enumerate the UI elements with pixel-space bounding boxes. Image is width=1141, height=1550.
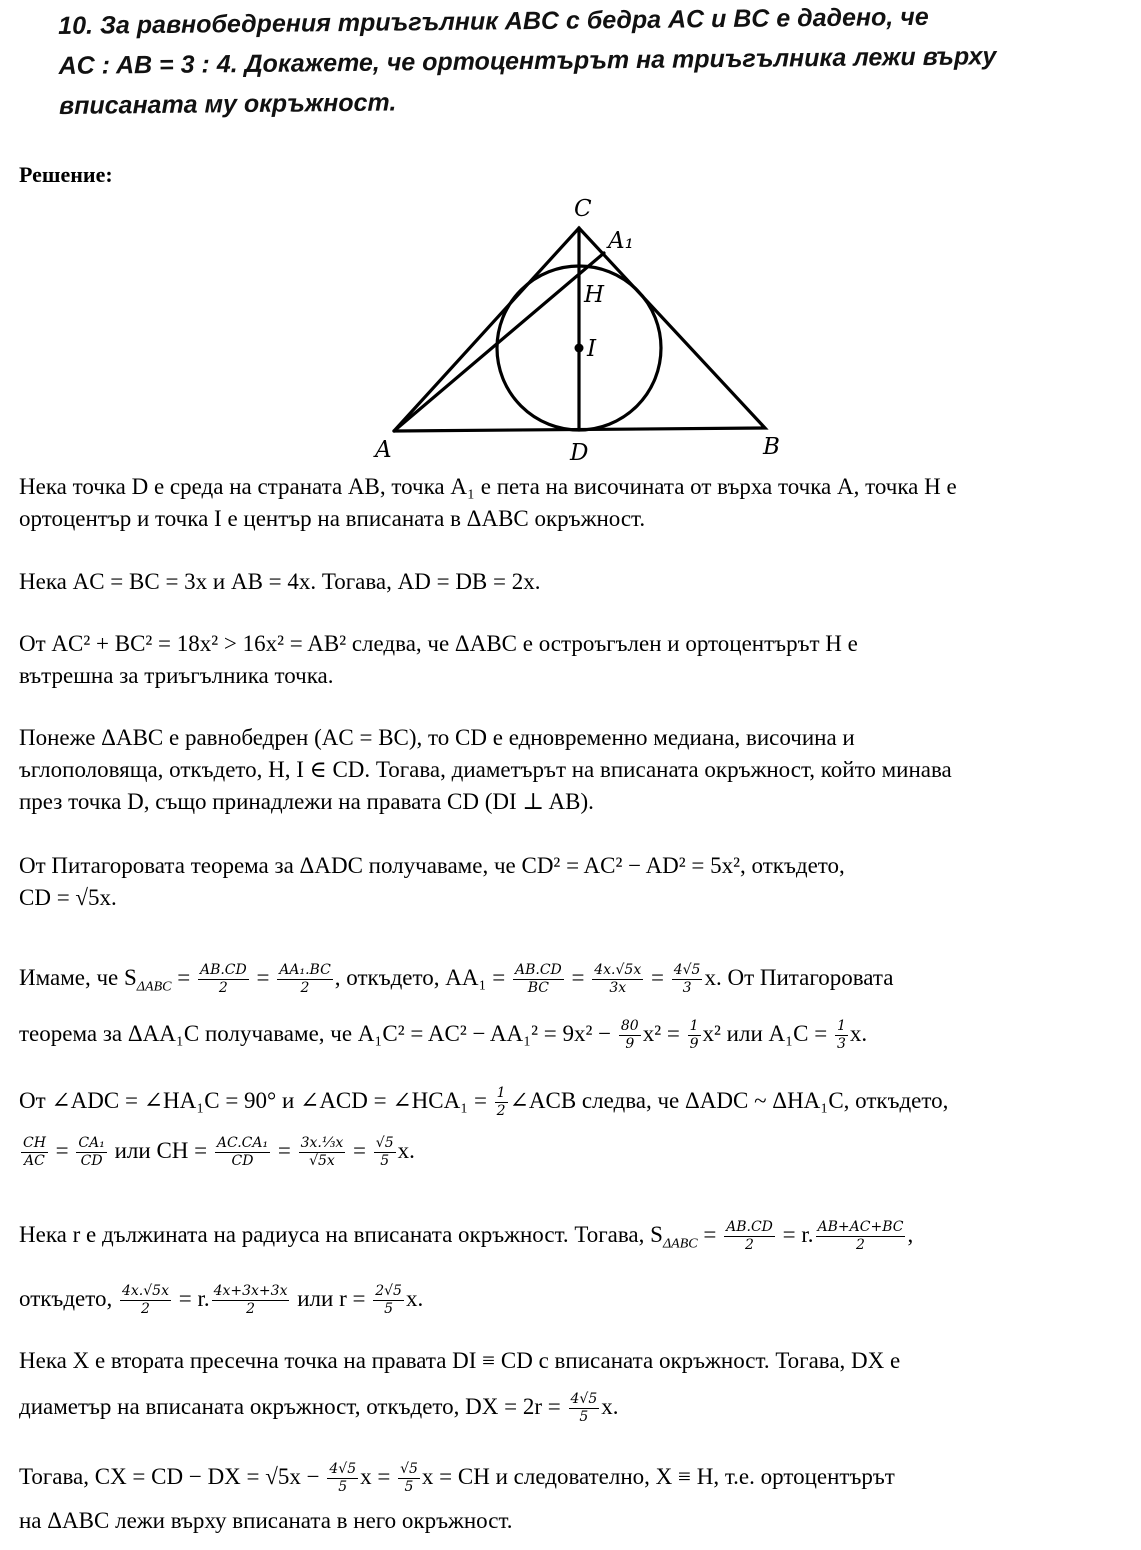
fraction: $\frac{AB.CD}{2}$ xyxy=(199,962,247,997)
text-run: x. xyxy=(405,1285,424,1311)
problem-line: 10. За равнобедрения триъгълник ABC с бедра AC и BC е дадено, че xyxy=(58,2,929,40)
text-line: От Питагоровата теорема за ΔADC получаваме, че CD² = AC² − AD² = 5x², откъдето, xyxy=(19,853,845,878)
text-run: ΔABC xyxy=(662,1236,698,1252)
fraction: $\frac{4x.√5x}{3x}$ xyxy=(594,962,642,997)
text-run: x. xyxy=(397,1138,415,1163)
text-run: ΔABC xyxy=(136,979,172,995)
text-line: От AC² + BC² = 18x² > 16x² = AB² следва, че ΔABC е остроъгълен и ортоцентърът H е xyxy=(19,631,858,656)
label-d: D xyxy=(570,440,589,466)
label-a: A xyxy=(375,437,392,463)
fraction: $\frac{4√5}{5}$ xyxy=(329,1461,357,1496)
fraction: $\frac{\text{AC.CA₁}}{CD}$ xyxy=(216,1135,269,1170)
text-run: Нека r е дължината на радиуса на вписаната окръжност. Тогава, S xyxy=(19,1222,663,1247)
text-line: CD = √5x. xyxy=(19,885,117,910)
fraction: $\frac{4√5}{5}$ xyxy=(570,1391,598,1426)
fraction: $\frac{1}{9}$ xyxy=(689,1017,699,1052)
fraction: $\frac{4√5}{3}$ xyxy=(673,962,701,997)
text-run: = r. xyxy=(172,1285,210,1311)
triangle-figure xyxy=(360,190,800,470)
fraction: $\frac{80}{9}$ xyxy=(620,1017,639,1052)
text-run: = r. xyxy=(776,1222,814,1247)
paragraph-10 xyxy=(19,1455,1129,1543)
text-line xyxy=(19,1076,1129,1126)
text-run: x. xyxy=(601,1394,619,1419)
fraction: $\frac{√5}{5}$ xyxy=(375,1135,394,1170)
paragraph-4 xyxy=(19,722,1129,818)
text-line xyxy=(19,1208,1129,1272)
text-run: диаметър на вписаната окръжност, откъдето, DX = 2r = xyxy=(19,1394,567,1419)
altitude-aa1 xyxy=(394,253,604,431)
text-run: x² = xyxy=(642,1020,686,1046)
text-run: x = xyxy=(360,1464,397,1489)
solution-heading: Решение: xyxy=(19,162,113,187)
text-run: = xyxy=(697,1222,723,1247)
text-run: , xyxy=(907,1222,914,1247)
text-run: Имаме, че S xyxy=(19,965,137,990)
text-line: ъглополовяща, откъдето, H, I ∈ CD. Тогава, диаметърът на вписаната окръжност, който минава xyxy=(19,757,952,782)
text-run: = xyxy=(171,965,196,990)
fraction: $\frac{1}{3}$ xyxy=(836,1017,846,1052)
text-line: Имаме, че $S_{\Delta ABC}$ = $\frac{AB.CD}{2}$ = $\frac{\text{AA₁.BC}}{2}$ , откъдето, AA₁ = $\frac{AB.CD}{BC}$ = $\frac{4x.√5x}{3x}$ = $\frac{4√5}{3}$ x. От Питагоровата xyxy=(19,962,894,997)
fraction: $\frac{\text{AA₁.BC}}{2}$ xyxy=(279,962,331,997)
text-run: x² или A₁C = xyxy=(702,1020,833,1046)
paragraph-7 xyxy=(19,1076,1129,1176)
fraction: $\frac{CH}{AC}$ xyxy=(23,1135,46,1170)
text-line xyxy=(19,1384,1129,1430)
text-run: , откъдето, AA₁ = xyxy=(334,965,511,990)
text-run: ∠ACB следва, че ΔADC ~ ΔHA₁C, откъдето, xyxy=(509,1088,949,1113)
label-i: I xyxy=(587,336,597,362)
fraction: $\frac{AB+AC+BC}{2}$ xyxy=(817,1219,904,1254)
fraction: $\frac{\text{3x.⅓x}}{√5x}$ xyxy=(300,1135,344,1170)
fraction: $\frac{1}{2}$ xyxy=(496,1085,506,1120)
text-line: Нека X е втората пресечна точка на правата DI ≡ CD с вписаната окръжност. Тогава, DX е xyxy=(19,1348,901,1373)
text-run: x = CH и следователно, X ≡ H, т.е. ортоцентърът xyxy=(421,1464,895,1489)
text-line xyxy=(19,1272,1129,1326)
paragraph-8 xyxy=(19,1208,1129,1326)
fraction: $\frac{4x.√5x}{2}$ xyxy=(121,1282,169,1317)
text-line: на ΔABC лежи върху вписаната в него окръжност. xyxy=(19,1508,513,1533)
text-run: теорема за ΔAA₁C получаваме, че A₁C² = AC² − AA₁² = 9x² − xyxy=(19,1020,617,1046)
fraction: $\frac{2√5}{5}$ xyxy=(375,1282,402,1317)
problem-line: AC : AB = 3 : 4. Докажете, че ортоцентърът на триъгълника лежи върху xyxy=(58,42,997,80)
problem-statement xyxy=(58,0,1119,126)
label-h: H xyxy=(584,282,605,308)
paragraph-3 xyxy=(19,628,1129,692)
text-run: откъдето, xyxy=(19,1285,118,1311)
text-line: ортоцентър и точка I е център на вписаната в ΔABC окръжност. xyxy=(19,506,646,531)
problem-line: вписаната му окръжност. xyxy=(58,88,397,120)
fraction: $\frac{√5}{5}$ xyxy=(400,1461,418,1496)
text-line: през точка D, също принадлежи на правата CD (DI ⊥ AB). xyxy=(19,789,594,814)
text-run: Тогава, CX = CD − DX = √5x − xyxy=(19,1464,326,1489)
text-run: x. xyxy=(849,1020,868,1046)
incenter-point xyxy=(575,344,584,353)
fraction: $\frac{\text{CA₁}}{CD}$ xyxy=(78,1135,105,1170)
paragraph-9 xyxy=(19,1338,1129,1430)
paragraph-2 xyxy=(19,566,1129,598)
paragraph-5 xyxy=(19,850,1129,914)
text-run: или CH = xyxy=(108,1138,213,1163)
paragraph-1 xyxy=(19,471,1129,535)
fraction: $\frac{4x+3x+3x}{2}$ xyxy=(213,1282,288,1317)
label-a1: A₁ xyxy=(608,228,634,254)
fraction: $\frac{AB.CD}{BC}$ xyxy=(514,962,562,997)
text-line: Нека точка D е среда на страната AB, точка A₁ е пета на височината от върха точка A, точка H е xyxy=(19,474,957,499)
text-line: Понеже ΔABC е равнобедрен (AC = BC), то CD е едновременно медиана, височина и xyxy=(19,725,855,750)
text-line xyxy=(19,1455,1129,1499)
fraction: $\frac{AB.CD}{2}$ xyxy=(726,1219,773,1254)
paragraph-6 xyxy=(19,955,1129,1057)
text-run: или r = xyxy=(291,1285,372,1311)
text-line: $\frac{CH}{AC}$ = $\frac{\text{CA₁}}{CD}$ или CH = $\frac{\text{AC.CA₁}}{CD}$ = $\frac{\text{3x.⅓x}}{√5x}$ = $\frac{√5}{5}$ x. xyxy=(23,1135,415,1170)
text-line xyxy=(19,1011,1129,1057)
label-c: C xyxy=(574,196,592,222)
text-line: Нека AC = BC = 3x и AB = 4x. Тогава, AD = DB = 2x. xyxy=(19,569,541,594)
text-line: вътрешна за триъгълника точка. xyxy=(19,663,334,688)
text-run: x. От Питагоровата xyxy=(704,965,894,990)
text-run: От ∠ADC = ∠HA₁C = 90° и ∠ACD = ∠HCA₁ = xyxy=(19,1088,493,1113)
label-b: B xyxy=(763,434,780,460)
